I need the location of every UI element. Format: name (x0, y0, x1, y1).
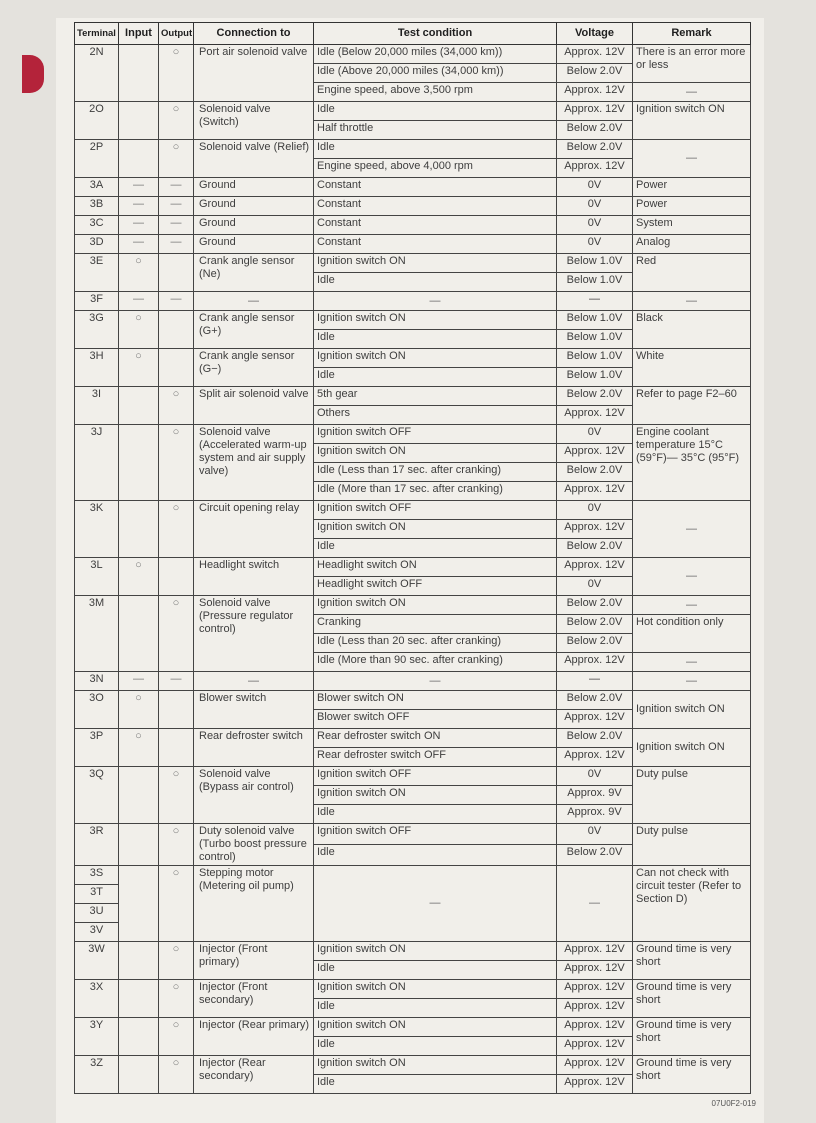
remark-cell: Duty pulse (633, 767, 751, 824)
connection-cell: Port air solenoid valve (194, 45, 314, 102)
test-condition-cell: Ignition switch ON (314, 942, 557, 961)
output-cell: ○ (159, 1056, 194, 1094)
table-row (75, 824, 751, 845)
input-cell (119, 425, 159, 501)
voltage-cell: Below 1.0V (557, 311, 633, 330)
table-row (75, 235, 751, 254)
output-cell: — (159, 178, 194, 197)
input-cell: ○ (119, 729, 159, 767)
table-row (75, 349, 751, 368)
test-condition-cell: Ignition switch ON (314, 520, 557, 539)
terminal-cell: 3J (75, 425, 119, 501)
voltage-cell: Below 1.0V (557, 330, 633, 349)
test-condition-cell: Ignition switch ON (314, 311, 557, 330)
header-input: Input (119, 23, 159, 45)
remark-cell: Ignition switch ON (633, 729, 751, 767)
output-cell (159, 729, 194, 767)
terminal-cell: 3S (75, 866, 119, 885)
connection-cell: — (194, 672, 314, 691)
test-condition-cell: Idle (314, 999, 557, 1018)
output-cell: ○ (159, 425, 194, 501)
input-cell: ○ (119, 254, 159, 292)
remark-cell: Ground time is very short (633, 942, 751, 980)
terminal-cell: 3H (75, 349, 119, 387)
remark-cell: Analog (633, 235, 751, 254)
remark-cell: Ignition switch ON (633, 691, 751, 729)
output-cell: ○ (159, 102, 194, 140)
voltage-cell: Approx. 12V (557, 961, 633, 980)
remark-cell: — (633, 292, 751, 311)
voltage-cell: 0V (557, 767, 633, 786)
output-cell (159, 558, 194, 596)
table-row (75, 292, 751, 311)
voltage-cell: Approx. 12V (557, 1018, 633, 1037)
voltage-cell: Below 2.0V (557, 729, 633, 748)
header-remark: Remark (633, 23, 751, 45)
test-condition-cell: Idle (314, 273, 557, 292)
output-cell: ○ (159, 767, 194, 824)
remark-cell: Engine coolant temperature 15°C (59°F)— 35°C (95°F) (633, 425, 751, 501)
test-condition-cell: Ignition switch ON (314, 444, 557, 463)
terminal-cell: 3I (75, 387, 119, 425)
test-condition-cell: Ignition switch OFF (314, 767, 557, 786)
header-terminal: Terminal (75, 23, 119, 45)
connection-cell: Solenoid valve (Bypass air control) (194, 767, 314, 824)
test-condition-cell: Idle (314, 539, 557, 558)
terminal-cell: 3M (75, 596, 119, 672)
terminal-cell: 3L (75, 558, 119, 596)
remark-cell: Ground time is very short (633, 1056, 751, 1094)
voltage-cell: 0V (557, 577, 633, 596)
test-condition-cell: Idle (Above 20,000 miles (34,000 km)) (314, 64, 557, 83)
test-condition-cell: Ignition switch ON (314, 596, 557, 615)
voltage-cell: Below 1.0V (557, 254, 633, 273)
voltage-cell: Approx. 12V (557, 980, 633, 999)
margin-tab-marker (22, 55, 44, 93)
output-cell: — (159, 197, 194, 216)
voltage-cell: Approx. 12V (557, 748, 633, 767)
remark-cell: Hot condition only (633, 615, 751, 653)
connection-cell: Injector (Rear primary) (194, 1018, 314, 1056)
output-cell (159, 691, 194, 729)
voltage-cell: 0V (557, 501, 633, 520)
output-cell: ○ (159, 140, 194, 178)
connection-cell: Injector (Front primary) (194, 942, 314, 980)
output-cell: ○ (159, 45, 194, 102)
connection-cell: Split air solenoid valve (194, 387, 314, 425)
remark-cell: Refer to page F2–60 (633, 387, 751, 425)
table-row (75, 178, 751, 197)
test-condition-cell: — (314, 292, 557, 311)
test-condition-cell: Ignition switch ON (314, 349, 557, 368)
remark-cell: — (633, 596, 751, 615)
connection-cell: Crank angle sensor (G+) (194, 311, 314, 349)
table-row (75, 254, 751, 273)
table-row (75, 197, 751, 216)
connection-cell: — (194, 292, 314, 311)
voltage-cell: Below 2.0V (557, 845, 633, 866)
voltage-cell: Below 2.0V (557, 539, 633, 558)
voltage-cell: 0V (557, 216, 633, 235)
table-row (75, 942, 751, 961)
test-condition-cell: Engine speed, above 3,500 rpm (314, 83, 557, 102)
voltage-cell: Below 2.0V (557, 615, 633, 634)
output-cell (159, 311, 194, 349)
test-condition-cell: Headlight switch OFF (314, 577, 557, 596)
voltage-cell: Below 2.0V (557, 121, 633, 140)
connection-cell: Blower switch (194, 691, 314, 729)
table-row (75, 866, 751, 885)
terminal-cell: 3G (75, 311, 119, 349)
remark-cell: Duty pulse (633, 824, 751, 866)
table-row (75, 311, 751, 330)
test-condition-cell: Idle (314, 961, 557, 980)
test-condition-cell: Idle (Below 20,000 miles (34,000 km)) (314, 45, 557, 64)
voltage-cell: — (557, 292, 633, 311)
test-condition-cell: Cranking (314, 615, 557, 634)
voltage-cell: Approx. 12V (557, 102, 633, 121)
test-condition-cell: Others (314, 406, 557, 425)
table-row (75, 216, 751, 235)
remark-cell: White (633, 349, 751, 387)
input-cell: — (119, 672, 159, 691)
remark-cell: Red (633, 254, 751, 292)
test-condition-cell: 5th gear (314, 387, 557, 406)
test-condition-cell: Ignition switch ON (314, 254, 557, 273)
connection-cell: Ground (194, 178, 314, 197)
voltage-cell: Below 1.0V (557, 349, 633, 368)
connection-cell: Injector (Rear secondary) (194, 1056, 314, 1094)
table-row (75, 45, 751, 64)
test-condition-cell: — (314, 866, 557, 942)
voltage-cell: 0V (557, 235, 633, 254)
test-condition-cell: — (314, 672, 557, 691)
terminal-cell: 3U (75, 904, 119, 923)
input-cell: ○ (119, 311, 159, 349)
voltage-cell: — (557, 672, 633, 691)
terminal-cell: 3P (75, 729, 119, 767)
voltage-cell: Approx. 12V (557, 1037, 633, 1056)
terminal-cell: 3N (75, 672, 119, 691)
remark-cell: Ground time is very short (633, 1018, 751, 1056)
remark-cell: — (633, 558, 751, 596)
input-cell: ○ (119, 349, 159, 387)
voltage-cell: Approx. 12V (557, 653, 633, 672)
test-condition-cell: Idle (Less than 17 sec. after cranking) (314, 463, 557, 482)
voltage-cell: Approx. 12V (557, 942, 633, 961)
terminal-cell: 3O (75, 691, 119, 729)
input-cell: — (119, 216, 159, 235)
header-connection: Connection to (194, 23, 314, 45)
test-condition-cell: Idle (314, 330, 557, 349)
connection-cell: Solenoid valve (Switch) (194, 102, 314, 140)
connection-cell: Duty solenoid valve (Turbo boost pressure control) (194, 824, 314, 866)
remark-cell: Ignition switch ON (633, 102, 751, 140)
voltage-cell: Approx. 12V (557, 45, 633, 64)
voltage-cell: Below 2.0V (557, 387, 633, 406)
table-row (75, 691, 751, 710)
remark-cell: Black (633, 311, 751, 349)
voltage-cell: Below 2.0V (557, 140, 633, 159)
connection-cell: Ground (194, 197, 314, 216)
remark-cell: System (633, 216, 751, 235)
input-cell: ○ (119, 691, 159, 729)
connection-cell: Solenoid valve (Accelerated warm-up system and air supply valve) (194, 425, 314, 501)
output-cell: — (159, 292, 194, 311)
input-cell: — (119, 197, 159, 216)
input-cell (119, 45, 159, 102)
output-cell: ○ (159, 501, 194, 558)
terminal-cell: 3Q (75, 767, 119, 824)
input-cell (119, 824, 159, 866)
input-cell (119, 1056, 159, 1094)
input-cell (119, 1018, 159, 1056)
test-condition-cell: Ignition switch ON (314, 1056, 557, 1075)
connection-cell: Stepping motor (Metering oil pump) (194, 866, 314, 942)
terminal-cell: 3E (75, 254, 119, 292)
table-row (75, 672, 751, 691)
voltage-cell: Approx. 12V (557, 558, 633, 577)
voltage-cell: Below 2.0V (557, 596, 633, 615)
remark-cell: — (633, 83, 751, 102)
connection-cell: Solenoid valve (Relief) (194, 140, 314, 178)
input-cell (119, 866, 159, 942)
test-condition-cell: Idle (314, 805, 557, 824)
test-condition-cell: Idle (More than 17 sec. after cranking) (314, 482, 557, 501)
table-row (75, 729, 751, 748)
test-condition-cell: Constant (314, 178, 557, 197)
voltage-cell: Below 1.0V (557, 368, 633, 387)
terminal-cell: 2O (75, 102, 119, 140)
test-condition-cell: Idle (314, 1037, 557, 1056)
output-cell: — (159, 235, 194, 254)
connection-cell: Solenoid valve (Pressure regulator control) (194, 596, 314, 672)
table-row (75, 558, 751, 577)
voltage-cell: Below 2.0V (557, 691, 633, 710)
voltage-cell: 0V (557, 824, 633, 845)
terminal-spec-table (74, 22, 751, 1094)
input-cell: — (119, 292, 159, 311)
voltage-cell: Approx. 12V (557, 83, 633, 102)
table-row (75, 501, 751, 520)
test-condition-cell: Idle (314, 102, 557, 121)
voltage-cell: Approx. 12V (557, 710, 633, 729)
terminal-cell: 3D (75, 235, 119, 254)
voltage-cell: Below 1.0V (557, 273, 633, 292)
test-condition-cell: Idle (More than 90 sec. after cranking) (314, 653, 557, 672)
remark-cell: Power (633, 197, 751, 216)
test-condition-cell: Ignition switch OFF (314, 824, 557, 845)
terminal-cell: 2P (75, 140, 119, 178)
test-condition-cell: Idle (314, 845, 557, 866)
table-row (75, 980, 751, 999)
test-condition-cell: Constant (314, 235, 557, 254)
output-cell: ○ (159, 942, 194, 980)
test-condition-cell: Idle (314, 140, 557, 159)
header-voltage: Voltage (557, 23, 633, 45)
voltage-cell: — (557, 866, 633, 942)
remark-cell: — (633, 653, 751, 672)
input-cell (119, 102, 159, 140)
input-cell: — (119, 235, 159, 254)
input-cell (119, 767, 159, 824)
table-row (75, 596, 751, 615)
table-row (75, 140, 751, 159)
terminal-cell: 3F (75, 292, 119, 311)
voltage-cell: Approx. 12V (557, 1056, 633, 1075)
test-condition-cell: Constant (314, 197, 557, 216)
table-row (75, 1018, 751, 1037)
input-cell (119, 942, 159, 980)
table-row (75, 387, 751, 406)
connection-cell: Ground (194, 216, 314, 235)
terminal-cell: 3T (75, 885, 119, 904)
remark-cell: — (633, 140, 751, 178)
voltage-cell: Approx. 9V (557, 805, 633, 824)
output-cell: — (159, 672, 194, 691)
voltage-cell: Below 2.0V (557, 463, 633, 482)
test-condition-cell: Idle (Less than 20 sec. after cranking) (314, 634, 557, 653)
test-condition-cell: Blower switch ON (314, 691, 557, 710)
test-condition-cell: Headlight switch ON (314, 558, 557, 577)
terminal-cell: 3X (75, 980, 119, 1018)
test-condition-cell: Ignition switch ON (314, 786, 557, 805)
connection-cell: Injector (Front secondary) (194, 980, 314, 1018)
input-cell: — (119, 178, 159, 197)
table-body (75, 45, 751, 1094)
test-condition-cell: Idle (314, 1075, 557, 1094)
remark-cell: — (633, 672, 751, 691)
voltage-cell: Approx. 12V (557, 159, 633, 178)
header-output: Output (159, 23, 194, 45)
remark-cell: Can not check with circuit tester (Refer to Section D) (633, 866, 751, 942)
voltage-cell: Approx. 12V (557, 482, 633, 501)
terminal-cell: 3Z (75, 1056, 119, 1094)
input-cell (119, 596, 159, 672)
table-header (75, 23, 751, 45)
test-condition-cell: Half throttle (314, 121, 557, 140)
terminal-cell: 3B (75, 197, 119, 216)
input-cell (119, 980, 159, 1018)
voltage-cell: 0V (557, 178, 633, 197)
header-test-condition: Test condition (314, 23, 557, 45)
terminal-cell: 3V (75, 923, 119, 942)
input-cell: ○ (119, 558, 159, 596)
output-cell: ○ (159, 980, 194, 1018)
terminal-cell: 2N (75, 45, 119, 102)
connection-cell: Crank angle sensor (Ne) (194, 254, 314, 292)
connection-cell: Crank angle sensor (G−) (194, 349, 314, 387)
output-cell: ○ (159, 824, 194, 866)
terminal-cell: 3W (75, 942, 119, 980)
output-cell: ○ (159, 596, 194, 672)
connection-cell: Circuit opening relay (194, 501, 314, 558)
output-cell: ○ (159, 866, 194, 942)
voltage-cell: Approx. 12V (557, 406, 633, 425)
terminal-cell: 3K (75, 501, 119, 558)
voltage-cell: Below 2.0V (557, 64, 633, 83)
table-row (75, 767, 751, 786)
voltage-cell: 0V (557, 197, 633, 216)
test-condition-cell: Engine speed, above 4,000 rpm (314, 159, 557, 178)
test-condition-cell: Ignition switch ON (314, 1018, 557, 1037)
test-condition-cell: Ignition switch OFF (314, 425, 557, 444)
test-condition-cell: Rear defroster switch ON (314, 729, 557, 748)
test-condition-cell: Blower switch OFF (314, 710, 557, 729)
terminal-cell: 3Y (75, 1018, 119, 1056)
test-condition-cell: Idle (314, 368, 557, 387)
voltage-cell: Below 2.0V (557, 634, 633, 653)
output-cell: ○ (159, 387, 194, 425)
voltage-cell: Approx. 12V (557, 444, 633, 463)
voltage-cell: Approx. 12V (557, 1075, 633, 1094)
connection-cell: Headlight switch (194, 558, 314, 596)
input-cell (119, 140, 159, 178)
terminal-cell: 3C (75, 216, 119, 235)
remark-cell: There is an error more or less (633, 45, 751, 83)
connection-cell: Ground (194, 235, 314, 254)
voltage-cell: Approx. 12V (557, 520, 633, 539)
remark-cell: Ground time is very short (633, 980, 751, 1018)
test-condition-cell: Constant (314, 216, 557, 235)
test-condition-cell: Ignition switch OFF (314, 501, 557, 520)
table-row (75, 425, 751, 444)
figure-code: 07U0F2-019 (711, 1099, 756, 1108)
voltage-cell: 0V (557, 425, 633, 444)
output-cell (159, 254, 194, 292)
voltage-cell: Approx. 12V (557, 999, 633, 1018)
test-condition-cell: Rear defroster switch OFF (314, 748, 557, 767)
table-row (75, 1056, 751, 1075)
connection-cell: Rear defroster switch (194, 729, 314, 767)
remark-cell: Power (633, 178, 751, 197)
voltage-cell: Approx. 9V (557, 786, 633, 805)
output-cell: — (159, 216, 194, 235)
terminal-cell: 3A (75, 178, 119, 197)
output-cell: ○ (159, 1018, 194, 1056)
terminal-cell: 3R (75, 824, 119, 866)
remark-cell: — (633, 501, 751, 558)
input-cell (119, 387, 159, 425)
test-condition-cell: Ignition switch ON (314, 980, 557, 999)
output-cell (159, 349, 194, 387)
table-row (75, 102, 751, 121)
input-cell (119, 501, 159, 558)
